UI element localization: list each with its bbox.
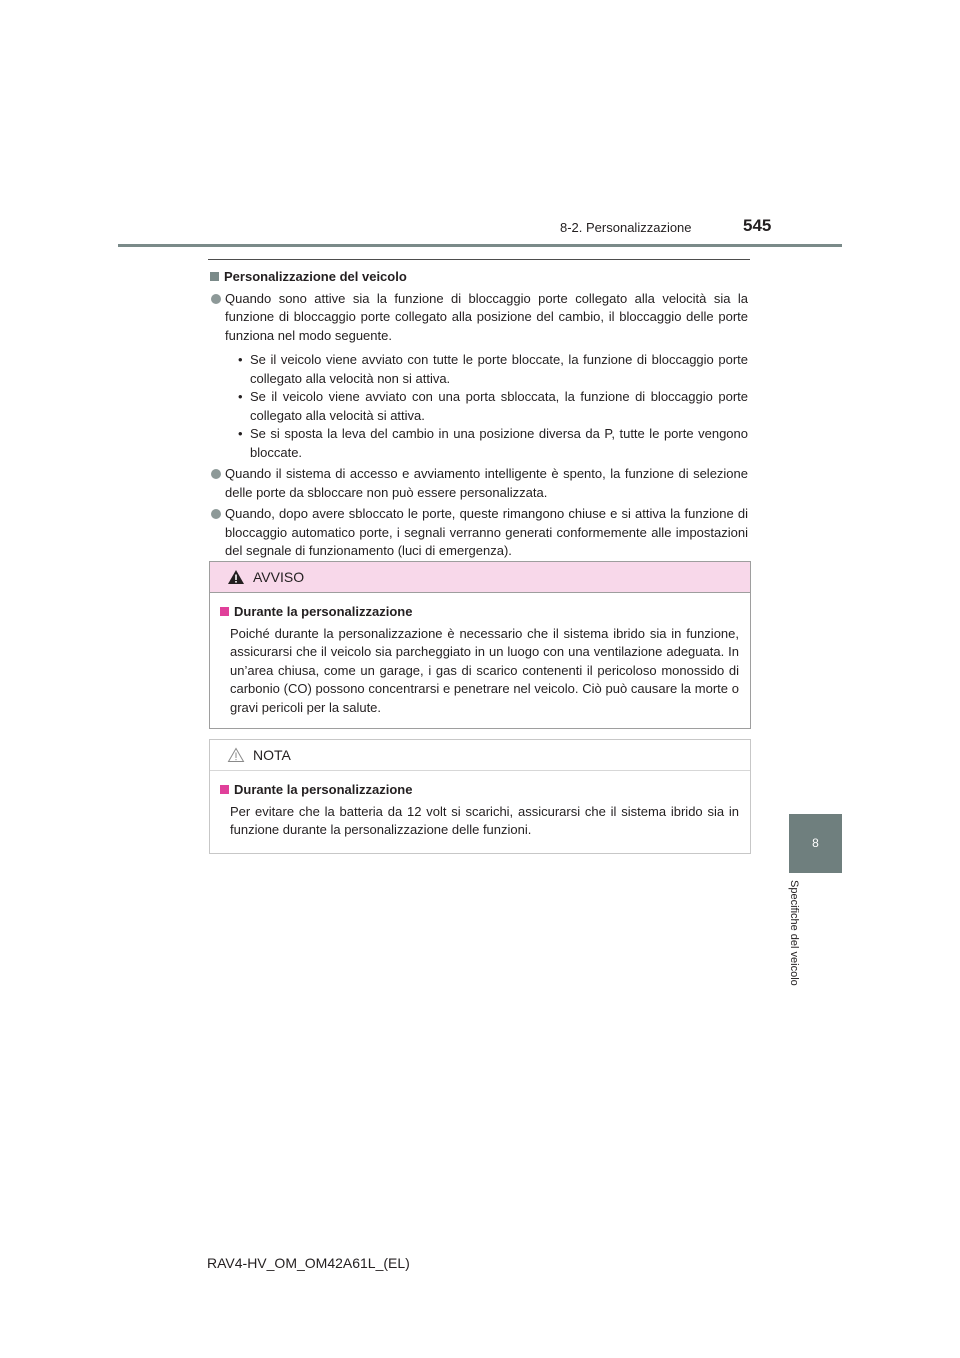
dash-list bbox=[238, 351, 748, 462]
square-bullet-icon bbox=[210, 272, 219, 281]
chapter-tab: 8 bbox=[789, 814, 842, 873]
note-body bbox=[210, 771, 750, 840]
circle-bullet-icon bbox=[211, 294, 221, 304]
circle-bullet-icon bbox=[211, 509, 221, 519]
warning-body bbox=[210, 593, 750, 717]
dash-item: • Se il veicolo viene avviato con una porta sbloccata, la funzione di bloccaggio porte collegato alla velocità si attiva. bbox=[238, 389, 748, 423]
main-heading: Personalizzazione del veicolo bbox=[210, 268, 748, 287]
warning-box bbox=[209, 561, 751, 729]
warning-triangle-icon bbox=[227, 569, 245, 585]
note-title: NOTA bbox=[253, 747, 291, 763]
warning-heading: Durante la personalizzazione bbox=[220, 603, 739, 622]
dash-item: • Se si sposta la leva del cambio in una posizione diversa da P, tutte le porte vengono bloccate. bbox=[238, 426, 748, 460]
note-text: Per evitare che la batteria da 12 volt si scarichi, assicurarsi che il sistema ibrido sia in funzione durante la personalizzazione delle funzioni. bbox=[230, 803, 739, 837]
warning-box-header bbox=[210, 562, 750, 593]
bullet-item: Quando il sistema di accesso e avviamento intelligente è spento, la funzione di selezione delle porte da sbloccare non può essere personalizzata. bbox=[210, 465, 748, 502]
warning-text: Poiché durante la personalizzazione è necessario che il sistema ibrido sia in funzione, assicurarsi che il veicolo sia parcheggiato in un luogo con una ventilazione adeguata. In un’area chiusa, come un garage, i gas di scarico contenenti il pericoloso monossido di carbonio (CO) possono concentrarsi e penetrare nel veicolo. Ciò può causare la morte o gravi pericoli per la salute. bbox=[230, 625, 739, 715]
caution-outline-icon bbox=[227, 747, 245, 763]
dash-bullet-icon: • bbox=[238, 389, 243, 404]
bullet-item: Quando, dopo avere sbloccato le porte, queste rimangono chiuse e si attiva la funzione di bloccaggio automatico porte, i segnali verranno generati conformemente alle impostazioni del segnale di funzionamento (luci di emergenza). bbox=[210, 505, 748, 561]
note-box bbox=[209, 739, 751, 854]
main-content bbox=[210, 268, 748, 561]
dash-bullet-icon: • bbox=[238, 426, 243, 441]
circle-bullet-icon bbox=[211, 469, 221, 479]
warning-title: AVVISO bbox=[253, 569, 305, 585]
header-divider bbox=[118, 244, 842, 247]
dash-bullet-icon: • bbox=[238, 352, 243, 367]
note-heading: Durante la personalizzazione bbox=[220, 781, 739, 800]
chapter-label: Specifiche del veicolo bbox=[788, 880, 800, 986]
document-id: RAV4-HV_OM_OM42A61L_(EL) bbox=[207, 1255, 410, 1271]
bullet-item: Quando sono attive sia la funzione di bloccaggio porte collegato alla velocità sia la funzione di bloccaggio porte collegato alla posizione del cambio, il bloccaggio delle porte funziona nel modo seguente. bbox=[210, 290, 748, 346]
section-title: 8-2. Personalizzazione bbox=[560, 220, 692, 235]
dash-item: • Se il veicolo viene avviato con tutte le porte bloccate, la funzione di bloccaggio porte collegato alla velocità non si attiva. bbox=[238, 352, 748, 386]
square-bullet-icon bbox=[220, 607, 229, 616]
square-bullet-icon bbox=[220, 785, 229, 794]
note-box-header bbox=[210, 740, 750, 771]
content-top-rule bbox=[208, 259, 750, 260]
page-number: 545 bbox=[743, 216, 772, 235]
